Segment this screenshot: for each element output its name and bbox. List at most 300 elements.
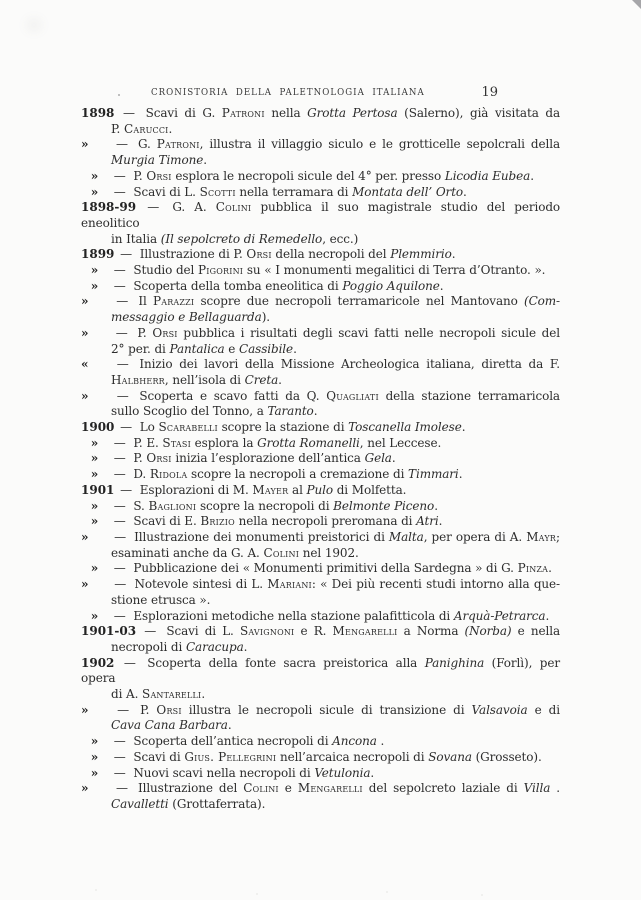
entry-text-segment: P. [133,168,147,183]
entry-text-segment: . [370,765,375,780]
ditto-mark: » [90,498,99,513]
entry-text-segment: Gius. Pellegrini [184,749,277,764]
entry-continuation-line [81,404,560,420]
entry-text-segment: Nuovi scavi nella necropoli di [133,765,315,780]
entry-first-line [81,106,560,122]
ditto-mark: » [90,467,99,482]
entry-text-segment: Grotta Romanelli [257,435,360,450]
entry-row [81,200,560,247]
dash-separator: — [113,451,126,466]
entry-row [81,263,560,279]
entry-text-segment: . [548,561,552,576]
entry-first-line [81,577,560,593]
entry-text-segment: della stazione terramaricola [378,388,560,403]
ditto-mark: » [81,702,89,717]
dash-separator: — [113,435,126,450]
entry-row [81,294,560,325]
entry-text-segment: Illustrazione dei monumenti preistorici di [134,529,389,544]
entry-text-segment: Poggio Aquilone [342,278,440,293]
entry-text-segment: esplora la [190,435,258,450]
entry-text-segment: Ancona [332,734,377,749]
scan-smudge [26,18,42,32]
entry-first-line [81,766,560,782]
entry-text-segment: , nel Leccese. [359,435,442,450]
dash-separator: — [113,561,126,576]
entry-text-segment: Brizio [200,514,235,529]
entry-text-segment: Carucci [123,121,169,136]
dash-separator: — [144,624,157,639]
entry-text-segment: . [550,781,560,796]
entry-row [81,451,560,467]
ditto-mark: » [90,608,99,623]
entry-first-line [81,451,560,467]
ditto-mark: » [90,734,99,749]
ditto-mark: » [81,781,89,796]
entry-row [81,389,560,420]
ditto-mark: » [81,325,89,340]
entry-first-line [81,656,560,687]
entry-first-line [81,389,560,405]
dash-separator: — [123,106,135,120]
entry-text-segment: . [376,734,385,749]
entry-text-segment: P. [137,325,153,340]
entry-row [81,169,560,185]
entry-text-segment: . [458,467,463,482]
entry-row [81,326,560,357]
entry-text-segment: Lo [139,420,159,435]
entry-row [81,577,560,608]
entry-text-segment: P. [140,702,157,717]
entry-text-segment: Scoperta della tomba eneolitica di [133,278,343,293]
entry-text-segment: Ridola [149,467,188,482]
entry-continuation-line [81,546,560,562]
entry-text-segment: su « I monumenti megalitici di Terra d’Otranto. ». [243,263,546,278]
entry-text-segment: (Grosseto). [471,749,542,764]
year-label: 1898-99 [81,200,137,215]
entry-text-segment: Pigorini [198,263,244,278]
entry-text-segment: . [391,451,396,466]
entry-text-segment: Orsi [146,451,172,466]
entry-text-segment: messaggio e Bellaguarda [111,310,262,325]
dash-separator: — [113,168,126,183]
entry-text-segment: Illustrazione del [137,781,244,796]
year-label: 1899 [81,247,115,262]
entry-text-segment: Esplorazioni metodiche nella stazione palafitticola di [133,608,454,623]
entry-text-segment: . [545,608,550,623]
entry-text-segment: , illustra il villaggio siculo e le grotticelle sepolcrali della [199,137,560,152]
year-label: 1898 [81,106,115,120]
entry-text-segment: pubblica il suo magistrale studio del periodo eneolitico [81,200,561,230]
entry-text-segment: Pantalica [169,341,225,356]
running-header [81,85,560,101]
entry-text-segment: sullo Scoglio del Tonno, a [111,404,268,419]
ditto-mark: » [90,278,99,293]
year-label: 1900 [81,420,115,435]
entry-first-line [81,185,560,201]
dash-separator: — [116,137,128,152]
entry-row [81,137,560,168]
entry-text-segment: , per opera di A. [423,529,527,544]
dash-separator: — [113,263,126,278]
entry-text-segment: . [203,153,207,168]
dash-separator: — [116,388,129,403]
dash-separator: — [115,325,128,340]
ditto-mark: » [90,184,99,199]
entry-first-line [81,781,560,797]
entry-text-segment: Atri [416,514,439,529]
entry-text-segment: Scoperta della fonte sacra preistorica alla [147,655,425,670]
entry-text-segment: e [224,341,239,356]
entry-text-segment: scopre due necropoli terramaricole nel Mantovano [194,294,524,309]
entry-text-segment: . [451,247,456,262]
ditto-mark: « [81,357,89,372]
entry-text-segment: scopre la necropoli di [196,498,334,513]
entry-text-segment: Mengarelli [297,781,363,796]
ditto-mark: » [90,263,99,278]
ditto-mark: » [90,435,99,450]
entry-first-line [81,263,560,279]
entry-text-segment: Malta [388,529,424,544]
entry-text-segment: Vetulonia [314,765,371,780]
entry-text-segment: Il [138,294,153,309]
entry-text-segment: e [278,781,298,796]
entry-text-segment: scopre la necropoli a cremazione di [187,467,409,482]
entry-text-segment: , ecc.) [322,231,359,246]
dash-separator: — [113,498,126,513]
entry-text-segment: Scavi di L. [166,624,240,639]
entry-continuation-line [81,797,560,813]
entry-text-segment: D. [133,467,150,482]
entry-row [81,561,560,577]
dash-separator: — [120,482,133,497]
entry-text-segment: Pulo [306,482,334,497]
entry-text-segment: Scotti [199,184,236,199]
entry-first-line [81,247,560,263]
entry-first-line [81,561,560,577]
dash-separator: — [114,577,127,592]
entry-text-segment: a Norma [397,624,465,639]
entry-text-segment: Quagliati [326,388,379,403]
entry-text-segment: . [461,420,466,435]
entry-text-segment: del sepolcreto laziale di [362,781,524,796]
entry-text-segment: Cassibile [239,341,294,356]
entry-continuation-line [81,153,560,169]
entry-text-segment: Caracupa [185,639,244,654]
entry-first-line [81,609,560,625]
dash-separator: — [113,467,126,482]
entry-text-segment: nella necropoli preromana di [234,514,417,529]
entry-text-segment: Creta [244,372,279,387]
entry-continuation-line [81,310,560,326]
entry-text-segment: e di [527,702,560,717]
entry-text-segment: G. [137,137,157,152]
ditto-mark: » [90,451,99,466]
dash-separator: — [113,184,126,199]
dash-separator: — [116,357,129,372]
entry-text-segment: Murgia Timone [111,153,204,168]
entry-text-segment: Mariani [267,577,312,592]
dash-separator: — [113,734,126,749]
entry-text-segment: Illustrazione di P. [139,247,247,262]
entries-list [81,106,560,813]
entry-text-segment: , nell’isola di [164,372,245,387]
entry-text-segment: della necropoli del [271,247,391,262]
dash-separator: — [114,529,127,544]
entry-first-line [81,436,560,452]
ditto-mark: » [81,294,89,309]
entry-text-segment: (Forlì), per opera [81,655,560,686]
entry-first-line [81,467,560,483]
entry-row [81,420,560,436]
entry-text-segment: : « Dei più recenti studi intorno alla que- [311,577,561,592]
entry-continuation-line [81,122,560,138]
entry-continuation-line [81,232,560,248]
entry-text-segment: P. [133,451,147,466]
entry-first-line [81,169,560,185]
scan-speck [256,893,258,895]
entry-continuation-line [81,718,560,734]
entry-text-segment: Parazzi [152,294,195,309]
entry-text-segment: Gela [364,451,392,466]
entry-text-segment: Patroni [221,106,265,120]
entry-first-line [81,750,560,766]
entry-text-segment: Orsi [156,702,182,717]
entry-text-segment: Sovana [428,749,472,764]
entry-text-segment: Baglioni [148,498,197,513]
entry-text-segment: Plemmirio [390,247,452,262]
entry-text-segment: . [530,168,534,183]
entry-row [81,609,560,625]
entry-text-segment: Panighina [424,655,485,670]
entry-text-segment: Halbherr [111,372,165,387]
entry-text-segment: necropoli di [111,639,186,654]
entry-text-segment: Pubblicazione dei « Monumenti primitivi della Sardegna » di G. [133,561,518,576]
entry-text-segment: P. [111,121,124,136]
entry-continuation-line [81,593,560,609]
entry-first-line [81,734,560,750]
year-label: 1901 [81,482,115,497]
entry-text-segment: ). [261,310,270,325]
entry-first-line [81,137,560,153]
entry-text-segment: (Salerno), già visitata da [397,106,561,120]
ditto-mark: » [81,529,89,544]
entry-text-segment: Belmonte Piceno [333,498,435,513]
entry-first-line [81,624,560,640]
entry-text-segment: Mengarelli [332,624,398,639]
entry-text-segment: Patroni [156,137,200,152]
entry-text-segment: Savignoni [239,624,295,639]
entry-text-segment: . [463,184,467,199]
entry-text-segment: G. A. [172,200,216,215]
entry-text-segment: e nella [511,624,561,639]
entry-row [81,499,560,515]
entry-continuation-line [81,640,560,656]
dash-separator: — [113,765,126,780]
entry-continuation-line [81,342,560,358]
ditto-mark: » [81,137,89,152]
dash-separator: — [116,294,129,309]
entry-text-segment: scopre la stazione di [217,420,349,435]
entry-text-segment: Scarabelli [158,420,218,435]
scan-speck [481,894,483,896]
dash-separator: — [113,514,126,529]
entry-row [81,185,560,201]
entry-row [81,734,560,750]
entry-text-segment: . [293,341,297,356]
entry-text-segment: al [288,482,307,497]
entry-first-line [81,294,560,310]
entry-row [81,279,560,295]
entry-text-segment: Inizio dei lavori della Missione Archeologica italiana, diretta da F. [139,357,560,372]
entry-text-segment: Scoperta dell’antica necropoli di [133,734,333,749]
entry-text-segment: Cavalletti [111,796,169,811]
entry-first-line [81,530,560,546]
entry-row [81,436,560,452]
entry-first-line [81,279,560,295]
scan-corner-shadow [632,0,641,9]
entry-text-segment: . [201,687,206,702]
entry-text-segment: Toscanella Imolese [348,420,462,435]
entry-first-line [81,200,560,231]
entry-text-segment: Stasi [162,435,191,450]
entry-text-segment: Villa [523,781,551,796]
entry-continuation-line [81,373,560,389]
entry-text-segment: . [434,498,438,513]
entry-row [81,247,560,263]
dash-separator: — [120,247,133,262]
dash-separator: — [147,200,160,215]
entry-text-segment: pubblica i risultati degli scavi fatti nelle necropoli sicule del [177,325,560,340]
entry-text-segment: . [438,514,443,529]
entry-text-segment: nell’arcaica necropoli di [276,749,429,764]
entry-text-segment: esaminati anche da G. A. [111,545,264,560]
entry-text-segment: ; [556,529,560,544]
entry-text-segment: di A. [111,687,143,702]
dash-separator: — [113,278,126,293]
entry-text-segment: Taranto [267,404,314,419]
entry-row [81,106,560,137]
dash-separator: — [117,702,129,717]
entry-first-line [81,357,560,373]
entry-first-line [81,499,560,515]
ditto-mark: » [90,514,99,529]
entry-row [81,357,560,388]
entry-text-segment: Scavi di G. [145,106,222,120]
scan-speck [95,889,97,891]
entry-text-segment: Licodia Eubea [444,168,531,183]
entry-text-segment: di Molfetta. [333,482,407,497]
ditto-mark: » [81,388,89,403]
entry-row [81,514,560,530]
entry-text-segment: . [439,278,444,293]
entry-text-segment: Colini [215,200,252,215]
entry-text-segment: Colini [243,781,279,796]
entry-text-segment: Scavi di E. [133,514,201,529]
entry-first-line [81,420,560,436]
dash-separator: — [116,781,128,796]
year-label: 1901-03 [81,624,137,639]
entry-text-segment: (Il sepolcreto di Remedello [160,231,323,246]
entry-text-segment: e R. [294,624,333,639]
entry-text-segment: Orsi [146,168,172,183]
dash-separator: — [120,420,133,435]
entry-text-segment: Santarelli [142,687,202,702]
entry-text-segment: nella terramara di [235,184,353,199]
entry-text-segment: Colini [263,545,300,560]
page-number: 19 [481,85,498,100]
entry-text-segment: Arquà-Petrarca [453,608,546,623]
entry-first-line [81,483,560,499]
entry-text-segment: Mayr [526,529,557,544]
entry-continuation-line [81,687,560,703]
entry-text-segment: nella [264,106,308,120]
entry-text-segment: in Italia [111,231,161,246]
scan-speck [386,891,388,893]
entry-row [81,624,560,655]
entry-text-segment: Scavi di [133,749,185,764]
dash-separator: — [113,608,126,623]
entry-text-segment: . [227,718,232,733]
year-label: 1902 [81,655,115,670]
entry-text-segment: Notevole sintesi di L. [134,577,268,592]
ditto-mark: » [81,577,89,592]
entry-text-segment: . [243,639,248,654]
entry-first-line [81,326,560,342]
entry-text-segment: stione etrusca ». [111,592,211,607]
entry-text-segment: (Grottaferrata). [168,796,266,811]
entry-text-segment: Orsi [246,247,272,262]
entry-text-segment: Orsi [152,325,178,340]
ditto-mark: » [90,168,99,183]
entry-text-segment: (Norba) [464,624,512,639]
entry-text-segment: Esplorazioni di M. [139,482,253,497]
entry-text-segment: inizia l’esplorazione dell’antica [171,451,365,466]
entry-text-segment: Pinza [517,561,549,576]
entry-text-segment: Timmari [408,467,459,482]
entry-text-segment: Cava Cana Barbara [111,718,228,733]
entry-row [81,530,560,561]
dash-separator: — [113,749,126,764]
entry-text-segment: Valsavoia [471,702,528,717]
entry-row [81,781,560,812]
ditto-mark: » [90,749,99,764]
entry-text-segment: Mayer [252,482,289,497]
entry-row [81,483,560,499]
entry-text-segment: P. E. [133,435,163,450]
running-title: CRONISTORIA DELLA PALETNOLOGIA ITALIANA [151,87,425,98]
ditto-mark: » [90,765,99,780]
entry-text-segment: S. [133,498,149,513]
entry-text-segment: Studio del [133,263,199,278]
entry-row [81,766,560,782]
entry-first-line [81,703,560,719]
entry-row [81,703,560,734]
entry-text-segment: Scavi di L. [133,184,200,199]
entry-text-segment: . [278,372,282,387]
entry-text-segment: nel 1902. [299,545,359,560]
entry-row [81,750,560,766]
ditto-mark: » [90,561,99,576]
entry-text-segment: . [168,121,173,136]
dash-separator: — [123,655,136,670]
entry-first-line [81,514,560,530]
entry-text-segment: 2° per. di [111,341,170,356]
entry-text-segment: . [313,404,318,419]
entry-text-segment: Grotta Pertosa [307,106,398,120]
entry-text-segment: Montata dell’ Orto [352,184,464,199]
entry-text-segment: (Com- [523,294,561,309]
entry-row [81,467,560,483]
